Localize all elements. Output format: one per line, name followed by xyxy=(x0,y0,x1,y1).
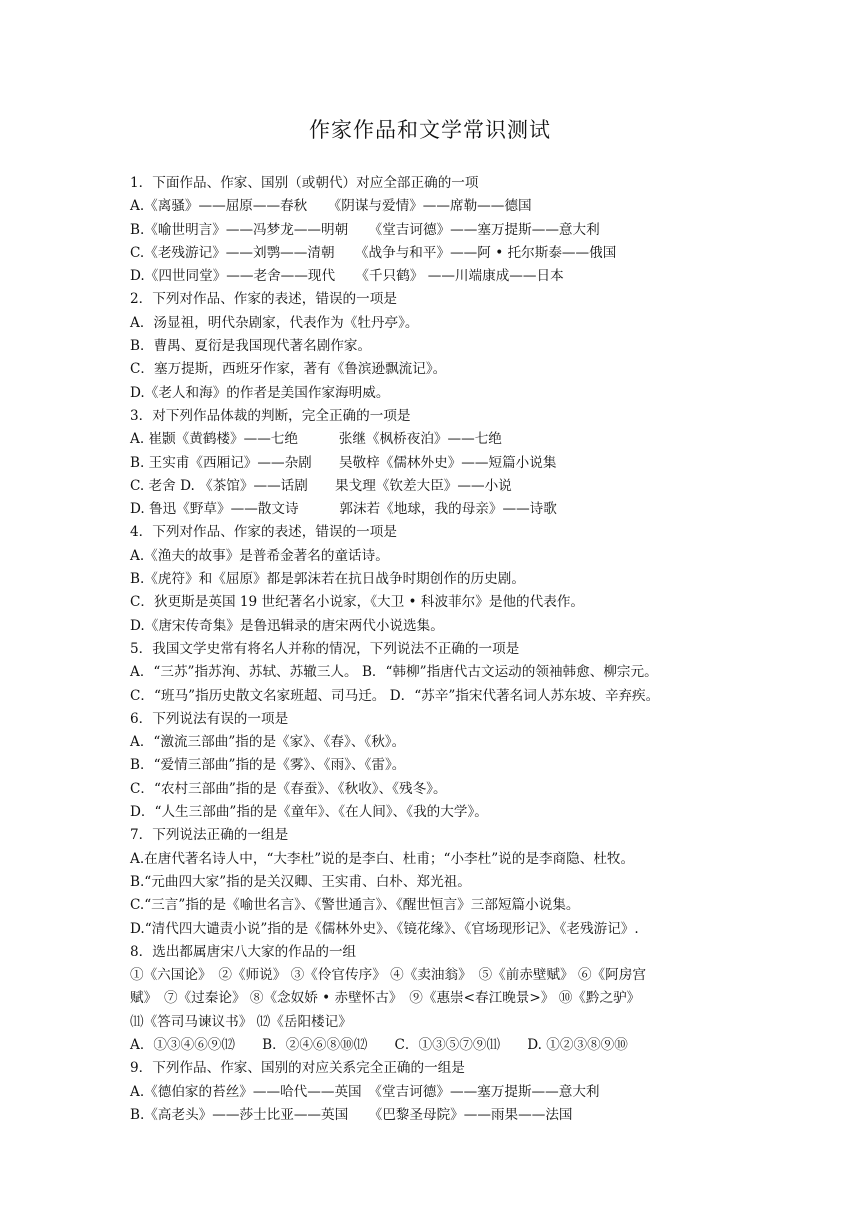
text-line-content: C.“三言”指的是《喻世名言》、《警世通言》、《醒世恒言》三部短篇小说集。 xyxy=(130,897,580,914)
text-line-content: D.《四世同堂》——老舍——现代 《千只鹤》 ——川端康成——日本 xyxy=(130,268,564,285)
text-line xyxy=(130,638,770,661)
text-line-content: D. 鲁迅《野草》——散文诗 郭沫若《地球，我的母亲》——诗歌 xyxy=(130,501,557,518)
text-line-content: A.《离骚》——屈原——春秋 《阴谋与爱情》——席勒——德国 xyxy=(130,198,532,215)
text-line-content: 9．下列作品、作家、国别的对应关系完全正确的一组是 xyxy=(130,1060,465,1077)
text-line-content: C. 老舍 D. 《茶馆》——话剧 果戈理《钦差大臣》——小说 xyxy=(130,477,512,494)
text-line-content: C.《老残游记》——刘鹗——清朝 《战争与和平》——阿 • 托尔斯泰——俄国 xyxy=(130,244,617,261)
text-line-content: A．“三苏”指苏洵、苏轼、苏辙三人。 B．“韩柳”指唐代古文运动的领袖韩愈、柳宗元。 xyxy=(130,664,658,681)
text-line xyxy=(130,428,770,451)
text-line xyxy=(130,848,770,871)
text-line xyxy=(130,918,770,941)
text-line xyxy=(130,265,770,288)
text-line xyxy=(130,1081,770,1104)
text-line-content: C．狄更斯是英国 19 世纪著名小说家，《大卫 • 科波菲尔》是他的代表作。 xyxy=(130,594,585,611)
text-line-content: 6．下列说法有误的一项是 xyxy=(130,710,289,727)
text-line xyxy=(130,242,770,265)
text-line-content: 赋》 ⑦《过秦论》 ⑧《念奴娇 • 赤壁怀古》 ⑨《惠崇<春江晚景>》 ⑩《黔之驴》 xyxy=(130,990,641,1007)
text-line xyxy=(130,498,770,521)
text-line xyxy=(130,1034,770,1057)
document-title: 作家作品和文学常识测试 xyxy=(309,118,551,142)
text-line xyxy=(130,731,770,754)
text-line xyxy=(130,568,770,591)
text-line xyxy=(130,1057,770,1080)
text-line xyxy=(130,475,770,498)
text-line xyxy=(130,1104,770,1127)
text-line xyxy=(130,871,770,894)
text-line-content: B.《喻世明言》——冯梦龙——明朝 《堂吉诃德》——塞万提斯——意大利 xyxy=(130,221,600,238)
text-line xyxy=(130,894,770,917)
document-body xyxy=(130,172,770,1127)
text-line-content: 8．选出都属唐宋八大家的作品的一组 xyxy=(130,943,357,960)
text-line-content: D.《老人和海》的作者是美国作家海明威。 xyxy=(130,384,390,401)
text-line-content: C．塞万提斯，西班牙作家，著有《鲁滨逊飘流记》。 xyxy=(130,361,447,378)
text-line xyxy=(130,382,770,405)
text-line-content: B．“爱情三部曲”指的是《雾》、《雨》、《雷》。 xyxy=(130,757,406,774)
text-line xyxy=(130,405,770,428)
text-line-content: C．“班马”指历史散文名家班超、司马迁。 D．“苏辛”指宋代著名词人苏东坡、辛弃疾。 xyxy=(130,687,660,704)
text-line-content: D．“人生三部曲”指的是《童年》、《在人间》、《我的大学》。 xyxy=(130,804,488,821)
text-line xyxy=(130,452,770,475)
text-line xyxy=(130,708,770,731)
text-line-content: ⑾《答司马谏议书》 ⑿《岳阳楼记》 xyxy=(130,1013,352,1030)
text-line xyxy=(130,941,770,964)
text-line-content: 4．下列对作品、作家的表述，错误的一项是 xyxy=(130,524,397,541)
text-line-content: ①《六国论》 ②《师说》 ③《伶官传序》 ④《卖油翁》 ⑤《前赤壁赋》 ⑥《阿房宫 xyxy=(130,967,646,984)
text-line xyxy=(130,754,770,777)
text-line-content: 1．下面作品、作家、国别（或朝代）对应全部正确的一项 xyxy=(130,175,479,191)
text-line-content: A．汤显祖，明代杂剧家，代表作为《牡丹亭》。 xyxy=(130,314,419,331)
text-line xyxy=(130,195,770,218)
text-line-content: A.在唐代著名诗人中，“大李杜”说的是李白、杜甫；“小李杜”说的是李商隐、杜牧。 xyxy=(130,850,635,867)
text-line xyxy=(130,545,770,568)
text-line xyxy=(130,335,770,358)
text-line-content: C．“农村三部曲”指的是《春蚕》、《秋收》、《残冬》。 xyxy=(130,780,447,797)
text-line xyxy=(130,801,770,824)
text-line xyxy=(130,358,770,381)
text-line xyxy=(130,685,770,708)
text-line-content: B. 王实甫《西厢记》——杂剧 吴敬梓《儒林外史》——短篇小说集 xyxy=(130,454,557,471)
text-line-content: B.《高老头》——莎士比亚——英国 《巴黎圣母院》——雨果——法国 xyxy=(130,1106,573,1123)
text-line-content: A.《渔夫的故事》是普希金著名的童话诗。 xyxy=(130,547,389,564)
text-line-content: A. 崔颢《黄鹤楼》——七绝 张继《枫桥夜泊》——七绝 xyxy=(130,431,502,448)
text-line-content: 2．下列对作品、作家的表述，错误的一项是 xyxy=(130,291,397,308)
text-line-content: 5．我国文学史常有将名人并称的情况，下列说法不正确的一项是 xyxy=(130,640,520,657)
text-line-content: 3．对下列作品体裁的判断，完全正确的一项是 xyxy=(130,407,411,424)
text-line xyxy=(130,824,770,847)
text-line-content: B.《虎符》和《屈原》都是郭沫若在抗日战争时期创作的历史剧。 xyxy=(130,571,525,588)
text-line xyxy=(130,288,770,311)
text-line xyxy=(130,172,770,195)
text-line-content: B.“元曲四大家”指的是关汉卿、王实甫、白朴、郑光祖。 xyxy=(130,873,471,890)
text-line-content: D.“清代四大谴责小说”指的是《儒林外史》、《镜花缘》、《官场现形记》、《老残游记》. xyxy=(130,920,639,937)
text-line xyxy=(130,1011,770,1034)
text-line xyxy=(130,987,770,1010)
text-line-content: D.《唐宋传奇集》是鲁迅辑录的唐宋两代小说选集。 xyxy=(130,617,444,634)
text-line xyxy=(130,312,770,335)
text-line xyxy=(130,964,770,987)
text-line-content: 7．下列说法正确的一组是 xyxy=(130,827,289,844)
text-line xyxy=(130,778,770,801)
text-line-content: A．“激流三部曲”指的是《家》、《春》、《秋》。 xyxy=(130,734,406,751)
text-line xyxy=(130,591,770,614)
text-line-content: A.《德伯家的苔丝》——哈代——英国 《堂吉诃德》——塞万提斯——意大利 xyxy=(130,1083,600,1100)
text-line xyxy=(130,521,770,544)
text-line xyxy=(130,219,770,242)
text-line xyxy=(130,661,770,684)
text-line xyxy=(130,615,770,638)
text-line-content: B．曹禺、夏衍是我国现代著名剧作家。 xyxy=(130,338,372,355)
text-line-content: A．①③④⑥⑨⑿ B．②④⑥⑧⑩⑿ C．①③⑤⑦⑨⑾ D. ①②③⑧⑨⑩ xyxy=(130,1036,628,1053)
